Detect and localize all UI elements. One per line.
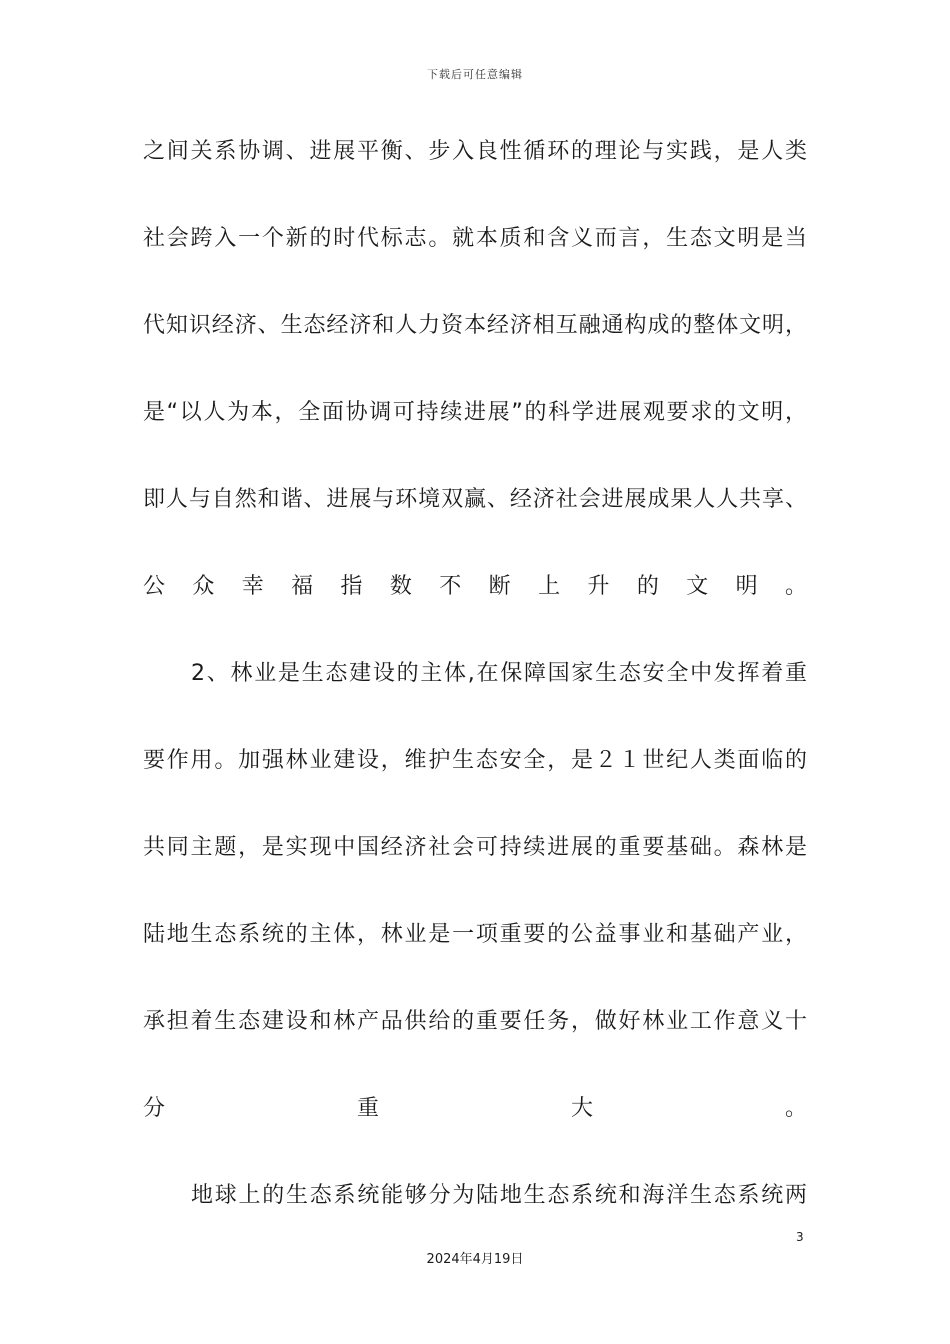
paragraph-start-line: 2、林业是生态建设的主体,在保障国家生态安全中发挥着重 [191, 661, 807, 686]
paragraph-start-line: 地球上的生态系统能够分为陆地生态系统和海洋生态系统两 [191, 1183, 807, 1208]
page-header: 下载后可任意编辑 [427, 68, 523, 81]
text-line: 社会跨入一个新的时代标志。就本质和含义而言，生态文明是当 [143, 226, 807, 251]
text-line: 要作用。加强林业建设，维护生态安全，是２１世纪人类面临的 [143, 748, 807, 773]
text-line: 陆地生态系统的主体，林业是一项重要的公益事业和基础产业， [143, 922, 807, 947]
text-line: 分重大。 [143, 1096, 807, 1121]
page-number: 3 [796, 1230, 804, 1244]
text-line: 公众幸福指数不断上升的文明。 [143, 574, 807, 599]
text-line: 共同主题，是实现中国经济社会可持续进展的重要基础。森林是 [143, 835, 807, 860]
text-line: 即人与自然和谐、进展与环境双赢、经济社会进展成果人人共享、 [143, 487, 807, 512]
text-line: 是“以人为本，全面协调可持续进展”的科学进展观要求的文明， [143, 400, 807, 425]
text-line: 代知识经济、生态经济和人力资本经济相互融通构成的整体文明， [143, 313, 807, 338]
text-line: 之间关系协调、进展平衡、步入良性循环的理论与实践，是人类 [143, 139, 807, 164]
text-line: 承担着生态建设和林产品供给的重要任务，做好林业工作意义十 [143, 1009, 807, 1034]
footer-date: 2024年4月19日 [426, 1252, 524, 1267]
